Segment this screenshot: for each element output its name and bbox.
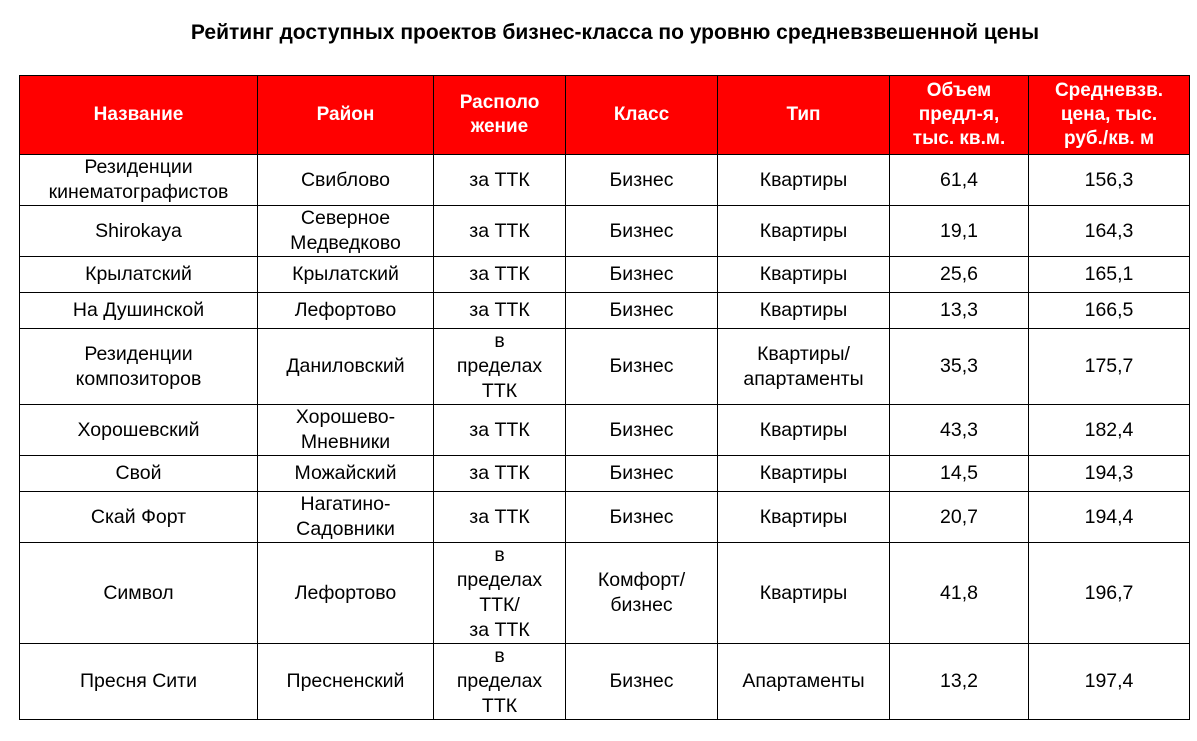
cell-location: за ТТК: [434, 456, 566, 492]
cell-name: Резиденции композиторов: [20, 329, 258, 405]
cell-location: за ТТК: [434, 257, 566, 293]
cell-location: в пределах ТТК: [434, 329, 566, 405]
cell-type: Квартиры: [718, 257, 890, 293]
table-row: [20, 492, 1190, 543]
cell-class: Бизнес: [566, 492, 718, 543]
table-row: [20, 644, 1190, 720]
cell-name: Свой: [20, 456, 258, 492]
cell-class: Бизнес: [566, 155, 718, 206]
cell-name: На Душинской: [20, 293, 258, 329]
cell-district: Свиблово: [258, 155, 434, 206]
cell-type: Квартиры: [718, 293, 890, 329]
cell-volume: 13,2: [890, 644, 1029, 720]
column-header-name: Название: [20, 76, 258, 155]
cell-name: Скай Форт: [20, 492, 258, 543]
cell-volume: 43,3: [890, 405, 1029, 456]
cell-type: Квартиры: [718, 456, 890, 492]
cell-price: 182,4: [1029, 405, 1190, 456]
cell-price: 194,3: [1029, 456, 1190, 492]
cell-volume: 19,1: [890, 206, 1029, 257]
cell-volume: 13,3: [890, 293, 1029, 329]
table-row: [20, 456, 1190, 492]
table-row: [20, 257, 1190, 293]
cell-price: 196,7: [1029, 543, 1190, 644]
cell-class: Бизнес: [566, 329, 718, 405]
cell-volume: 61,4: [890, 155, 1029, 206]
cell-price: 164,3: [1029, 206, 1190, 257]
cell-volume: 25,6: [890, 257, 1029, 293]
cell-class: Бизнес: [566, 293, 718, 329]
cell-volume: 41,8: [890, 543, 1029, 644]
rating-table: [19, 75, 1190, 720]
cell-name: Крылатский: [20, 257, 258, 293]
table-row: [20, 329, 1190, 405]
cell-name: Хорошевский: [20, 405, 258, 456]
cell-name: Резиденции кинематографистов: [20, 155, 258, 206]
cell-volume: 35,3: [890, 329, 1029, 405]
cell-location: за ТТК: [434, 492, 566, 543]
cell-name: Пресня Сити: [20, 644, 258, 720]
cell-district: Даниловский: [258, 329, 434, 405]
cell-price: 165,1: [1029, 257, 1190, 293]
table-row: [20, 405, 1190, 456]
column-header-location: Располо жение: [434, 76, 566, 155]
cell-district: Хорошево- Мневники: [258, 405, 434, 456]
cell-type: Квартиры: [718, 492, 890, 543]
cell-district: Лефортово: [258, 293, 434, 329]
column-header-volume: Объем предл-я, тыс. кв.м.: [890, 76, 1029, 155]
cell-location: за ТТК: [434, 155, 566, 206]
cell-type: Квартиры: [718, 206, 890, 257]
cell-location: в пределах ТТК/ за ТТК: [434, 543, 566, 644]
table-row: [20, 293, 1190, 329]
column-header-district: Район: [258, 76, 434, 155]
cell-class: Комфорт/ бизнес: [566, 543, 718, 644]
cell-class: Бизнес: [566, 257, 718, 293]
cell-class: Бизнес: [566, 405, 718, 456]
cell-class: Бизнес: [566, 206, 718, 257]
cell-location: за ТТК: [434, 206, 566, 257]
cell-type: Квартиры: [718, 405, 890, 456]
cell-district: Северное Медведково: [258, 206, 434, 257]
cell-district: Нагатино- Садовники: [258, 492, 434, 543]
table-row: [20, 543, 1190, 644]
cell-price: 175,7: [1029, 329, 1190, 405]
cell-type: Квартиры: [718, 155, 890, 206]
cell-district: Можайский: [258, 456, 434, 492]
cell-price: 156,3: [1029, 155, 1190, 206]
cell-location: за ТТК: [434, 293, 566, 329]
page-title: Рейтинг доступных проектов бизнес-класса по уровню средневзвешенной цены: [190, 21, 1040, 44]
cell-type: Квартиры: [718, 543, 890, 644]
cell-volume: 20,7: [890, 492, 1029, 543]
cell-price: 197,4: [1029, 644, 1190, 720]
cell-district: Лефортово: [258, 543, 434, 644]
cell-class: Бизнес: [566, 644, 718, 720]
cell-price: 194,4: [1029, 492, 1190, 543]
column-header-class: Класс: [566, 76, 718, 155]
column-header-price: Средневзв. цена, тыс. руб./кв. м: [1029, 76, 1190, 155]
cell-district: Пресненский: [258, 644, 434, 720]
cell-district: Крылатский: [258, 257, 434, 293]
table-row: [20, 155, 1190, 206]
cell-volume: 14,5: [890, 456, 1029, 492]
cell-location: за ТТК: [434, 405, 566, 456]
cell-type: Квартиры/ апартаменты: [718, 329, 890, 405]
cell-type: Апартаменты: [718, 644, 890, 720]
cell-name: Shirokaya: [20, 206, 258, 257]
cell-class: Бизнес: [566, 456, 718, 492]
cell-location: в пределах ТТК: [434, 644, 566, 720]
cell-name: Символ: [20, 543, 258, 644]
cell-price: 166,5: [1029, 293, 1190, 329]
table-row: [20, 206, 1190, 257]
header-row: [20, 76, 1190, 155]
column-header-type: Тип: [718, 76, 890, 155]
